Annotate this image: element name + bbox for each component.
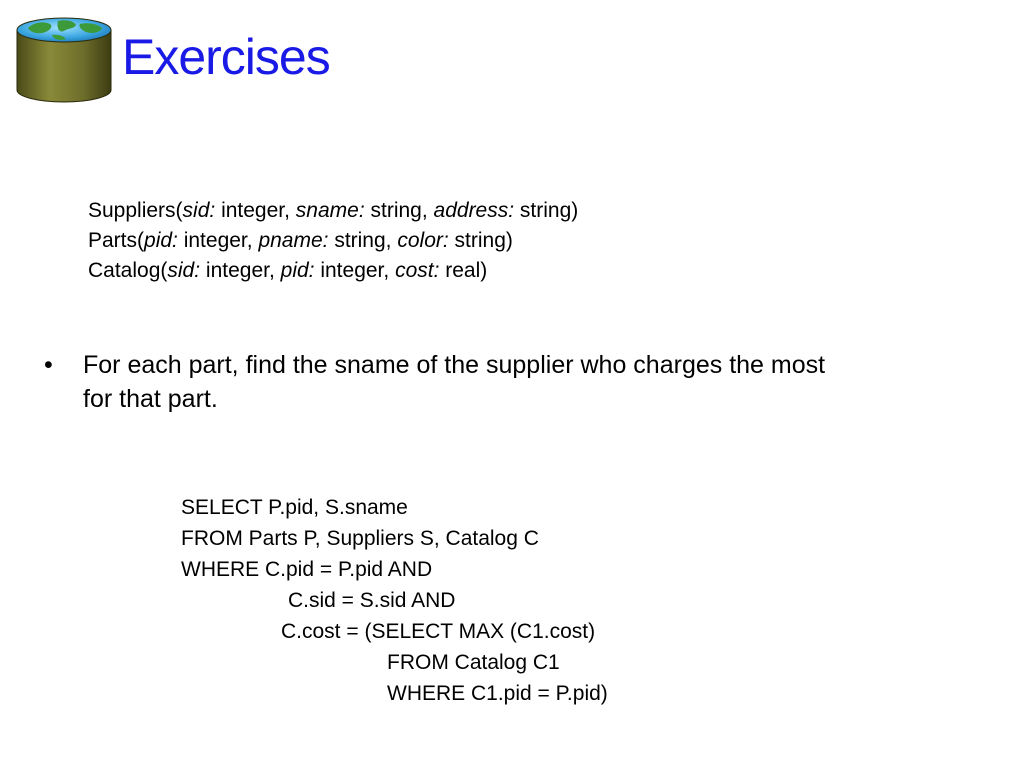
relation-name: Parts( [88, 229, 145, 252]
field-type: string) [514, 199, 579, 222]
field-type: integer, [177, 229, 259, 252]
field-type: string, [328, 229, 398, 252]
field-name: color: [397, 229, 449, 252]
sql-condition-line: C.sid = S.sid AND [288, 589, 456, 612]
slide-title: Exercises [122, 29, 330, 85]
field-name: cost: [395, 259, 440, 282]
sql-from-line: FROM Parts P, Suppliers S, Catalog C [181, 527, 539, 550]
sql-select-line: SELECT P.pid, S.sname [181, 496, 408, 519]
sql-query [181, 492, 608, 709]
field-name: pid: [144, 229, 178, 252]
field-type: integer, [200, 259, 281, 282]
question-line: for that part. [83, 385, 218, 413]
sql-subquery-line: C.cost = (SELECT MAX (C1.cost) [281, 620, 596, 643]
sql-subquery-from-line: FROM Catalog C1 [387, 651, 560, 674]
field-type: integer, [215, 199, 296, 222]
field-name: address: [433, 199, 515, 222]
field-name: sid: [167, 259, 201, 282]
question-text [83, 348, 963, 416]
schema-definitions [88, 196, 578, 286]
field-type: integer, [314, 259, 396, 282]
relation-name: Suppliers( [88, 199, 183, 222]
field-type: real) [439, 259, 488, 282]
relation-name: Catalog( [88, 259, 168, 282]
field-type: string, [364, 199, 434, 222]
schema-parts [88, 226, 578, 256]
bullet-icon: • [44, 351, 53, 379]
field-name: sid: [182, 199, 216, 222]
sql-subquery-where-line: WHERE C1.pid = P.pid) [387, 682, 608, 705]
schema-catalog [88, 256, 578, 286]
sql-where-line: WHERE C.pid = P.pid AND [181, 558, 433, 581]
field-name: pid: [280, 259, 315, 282]
schema-suppliers [88, 196, 578, 226]
field-type: string) [448, 229, 513, 252]
database-globe-icon [14, 12, 114, 106]
field-name: sname: [295, 199, 365, 222]
field-name: pname: [258, 229, 329, 252]
question-line: For each part, find the sname of the supplier who charges the most [83, 351, 826, 379]
